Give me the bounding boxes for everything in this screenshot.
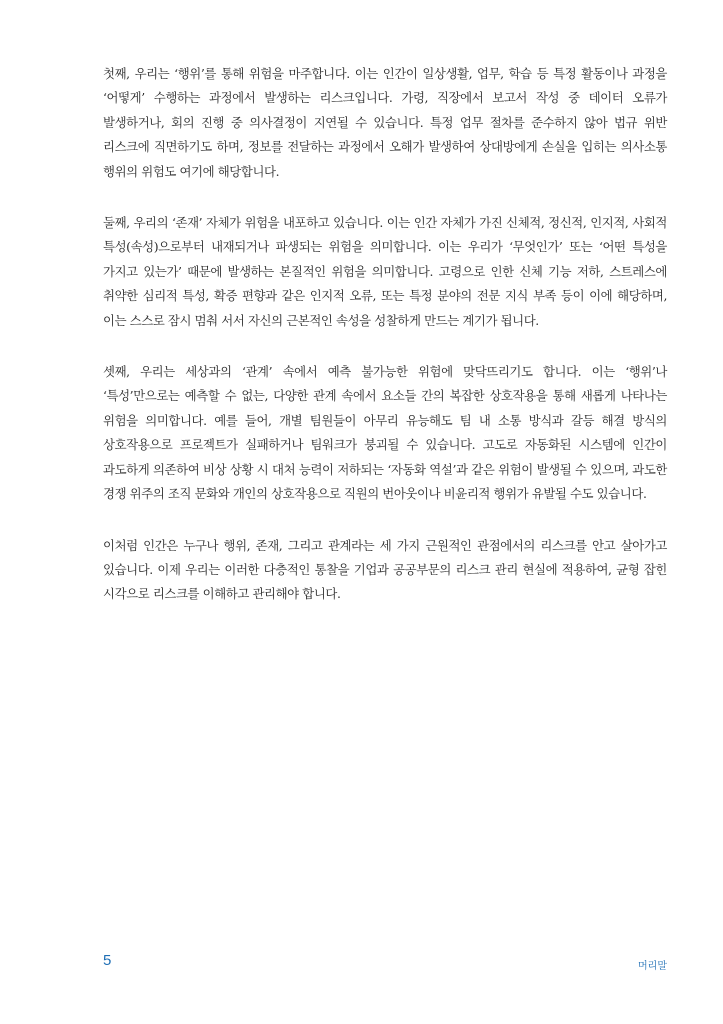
- paragraph-relationship-risk: 셋째, 우리는 세상과의 ‘관계’ 속에서 예측 불가능한 위험에 맞닥뜨리기도 합니다. 이는 ‘행위’나 ‘특성’만으로는 예측할 수 없는, 다양한 관계 속에서 요소들 간의 복잡한 상호작용을 통해 새롭게 나타나는 위험을 의미합니다. 예를 들어, 개별 팀원들이 아무리 유능해도 팀 내 소통 방식과 갈등 해결 방식의 상호작용으로 프로젝트가 실패하거나 팀워크가 붕괴될 수 있습니다. 고도로 자동화된 시스템에 인간이 과도하게 의존하여 비상 상황 시 대처 능력이 저하되는 ‘자동화 역설’과 같은 위험이 발생될 수 있으며, 과도한 경쟁 위주의 조직 문화와 개인의 상호작용으로 직원의 번아웃이나 비윤리적 행위가 유발될 수도 있습니다.: [103, 364, 667, 502]
- paragraph-existence-risk: 둘째, 우리의 ‘존재’ 자체가 위험을 내포하고 있습니다. 이는 인간 자체가 가진 신체적, 정신적, 인지적, 사회적 특성(속성)으로부터 내재되거나 파생되는 위험을 의미합니다. 이는 우리가 ‘무엇인가’ 또는 ‘어떤 특성을 가지고 있는가’ 때문에 발생하는 본질적인 위험을 의미합니다. 고령으로 인한 신체 기능 저하, 스트레스에 취약한 심리적 특성, 확증 편향과 같은 인지적 오류, 또는 특정 분야의 전문 지식 부족 등이 이에 해당하며, 이는 스스로 잠시 멈춰 서서 자신의 근본적인 속성을 성찰하게 만드는 계기가 됩니다.: [103, 215, 667, 328]
- page-body: [103, 62, 667, 634]
- paragraph-action-risk: 첫째, 우리는 ‘행위’를 통해 위험을 마주합니다. 이는 인간이 일상생활, 업무, 학습 등 특정 활동이나 과정을 ‘어떻게’ 수행하는 과정에서 발생하는 리스크입니다. 가령, 직장에서 보고서 작성 중 데이터 오류가 발생하거나, 회의 진행 중 의사결정이 지연될 수 있습니다. 특정 업무 절차를 준수하지 않아 법규 위반 리스크에 직면하기도 하며, 정보를 전달하는 과정에서 오해가 발생하여 상대방에게 손실을 입히는 의사소통 행위의 위험도 여기에 해당합니다.: [103, 66, 667, 179]
- paragraph-conclusion: 이처럼 인간은 누구나 행위, 존재, 그리고 관계라는 세 가지 근원적인 관점에서의 리스크를 안고 살아가고 있습니다. 이제 우리는 이러한 다층적인 통찰을 기업과 공공부문의 리스크 관리 현실에 적용하여, 균형 잡힌 시각으로 리스크를 이해하고 관리해야 합니다.: [103, 537, 667, 602]
- section-title: 머리말: [638, 961, 667, 972]
- page-number: 5: [103, 952, 112, 969]
